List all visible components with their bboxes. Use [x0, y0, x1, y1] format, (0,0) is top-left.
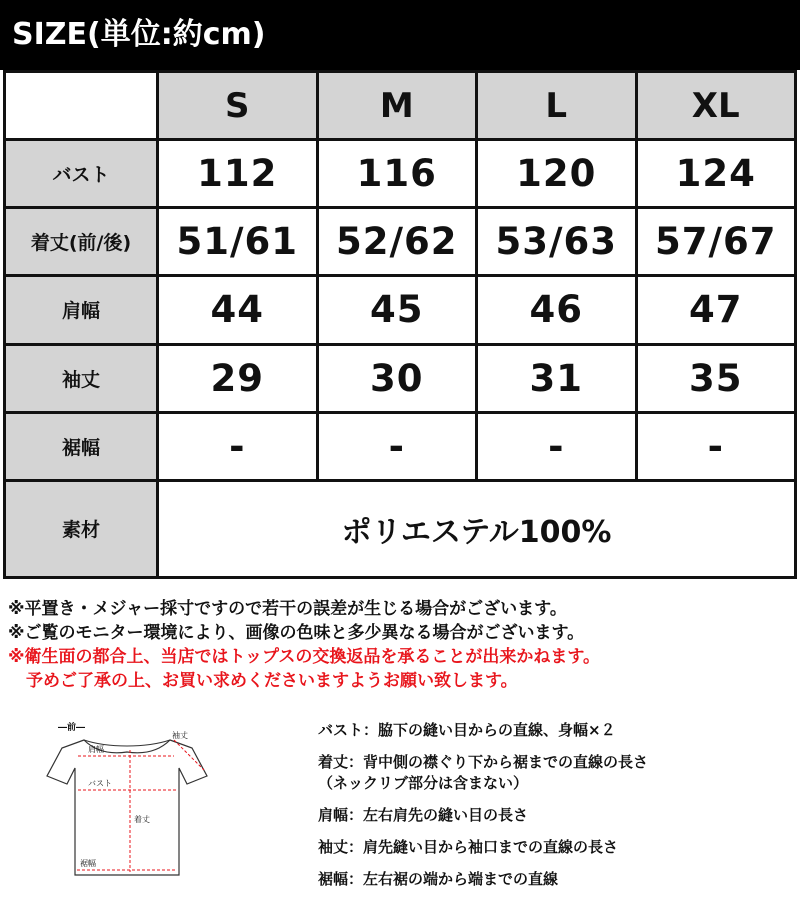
material-row [5, 480, 796, 577]
table-cell: 53/63 [477, 208, 637, 276]
table-cell: 35 [636, 344, 796, 412]
table-cell: 45 [317, 276, 477, 344]
table-cell: 29 [158, 344, 318, 412]
definition-sleeve: 袖丈：肩先縫い目から袖口までの直線の長さ [318, 838, 619, 856]
notes-section [8, 597, 798, 693]
table-cell: 124 [636, 140, 796, 208]
table-cell: 116 [317, 140, 477, 208]
material-label: 素材 [5, 480, 158, 577]
row-label: 肩幅 [5, 276, 158, 344]
warning-acknowledge: 予めご了承の上、お買い求めくださいますようお願い致します。 [26, 671, 518, 691]
table-cell: - [317, 412, 477, 480]
table-cell: 46 [477, 276, 637, 344]
definition-hem: 裾幅：左右裾の端から端までの直線 [318, 870, 559, 888]
table-cell: 47 [636, 276, 796, 344]
diagram-length-label: 着丈 [134, 815, 150, 824]
diagram-front-label: ―前― [58, 723, 86, 733]
size-header-m: M [317, 72, 477, 140]
row-label: 着丈(前/後) [5, 208, 158, 276]
diagram-bust-label: バスト [88, 779, 112, 788]
table-cell: 30 [317, 344, 477, 412]
table-row [5, 344, 796, 412]
size-header-s: S [158, 72, 318, 140]
table-cell: 112 [158, 140, 318, 208]
note-measurement: ※平置き・メジャー採寸ですので若干の誤差が生じる場合がございます。 [8, 599, 567, 619]
row-label: 袖丈 [5, 344, 158, 412]
table-cell: - [158, 412, 318, 480]
size-header-l: L [477, 72, 637, 140]
diagram-sleeve-label: 袖丈 [172, 731, 188, 740]
table-cell: - [477, 412, 637, 480]
size-table [3, 70, 797, 579]
page-title: SIZE(単位:約cm) [0, 0, 800, 70]
table-row [5, 140, 796, 208]
warning-no-returns: ※衛生面の都合上、当店ではトップスの交換返品を承ることが出来かねます。 [8, 647, 600, 667]
table-row [5, 208, 796, 276]
definition-length-note: （ネックリブ部分は含まない） [318, 774, 529, 792]
definition-shoulder: 肩幅：左右肩先の縫い目の長さ [318, 806, 529, 824]
table-row [5, 412, 796, 480]
table-cell: 52/62 [317, 208, 477, 276]
table-cell: 57/67 [636, 208, 796, 276]
note-monitor: ※ご覧のモニター環境により、画像の色味と多少異なる場合がございます。 [8, 623, 585, 643]
material-value: ポリエステル100% [158, 480, 796, 577]
definition-bust: バスト：脇下の縫い目からの直線、身幅×２ [318, 721, 616, 739]
size-header-xl: XL [636, 72, 796, 140]
table-cell: 44 [158, 276, 318, 344]
table-header-row [5, 72, 796, 140]
table-corner-cell [5, 72, 158, 140]
table-cell: 51/61 [158, 208, 318, 276]
row-label: バスト [5, 140, 158, 208]
diagram-shoulder-label: 肩幅 [88, 745, 104, 754]
tshirt-measurement-diagram [22, 718, 232, 888]
table-cell: - [636, 412, 796, 480]
table-cell: 31 [477, 344, 637, 412]
tshirt-diagram-svg [22, 718, 232, 888]
table-cell: 120 [477, 140, 637, 208]
definition-length: 着丈：背中側の襟ぐり下から裾までの直線の長さ [318, 753, 649, 771]
measurement-definitions [318, 720, 798, 890]
table-row [5, 276, 796, 344]
row-label: 裾幅 [5, 412, 158, 480]
tshirt-outline-icon [47, 740, 207, 875]
diagram-hem-label: 裾幅 [80, 859, 96, 868]
